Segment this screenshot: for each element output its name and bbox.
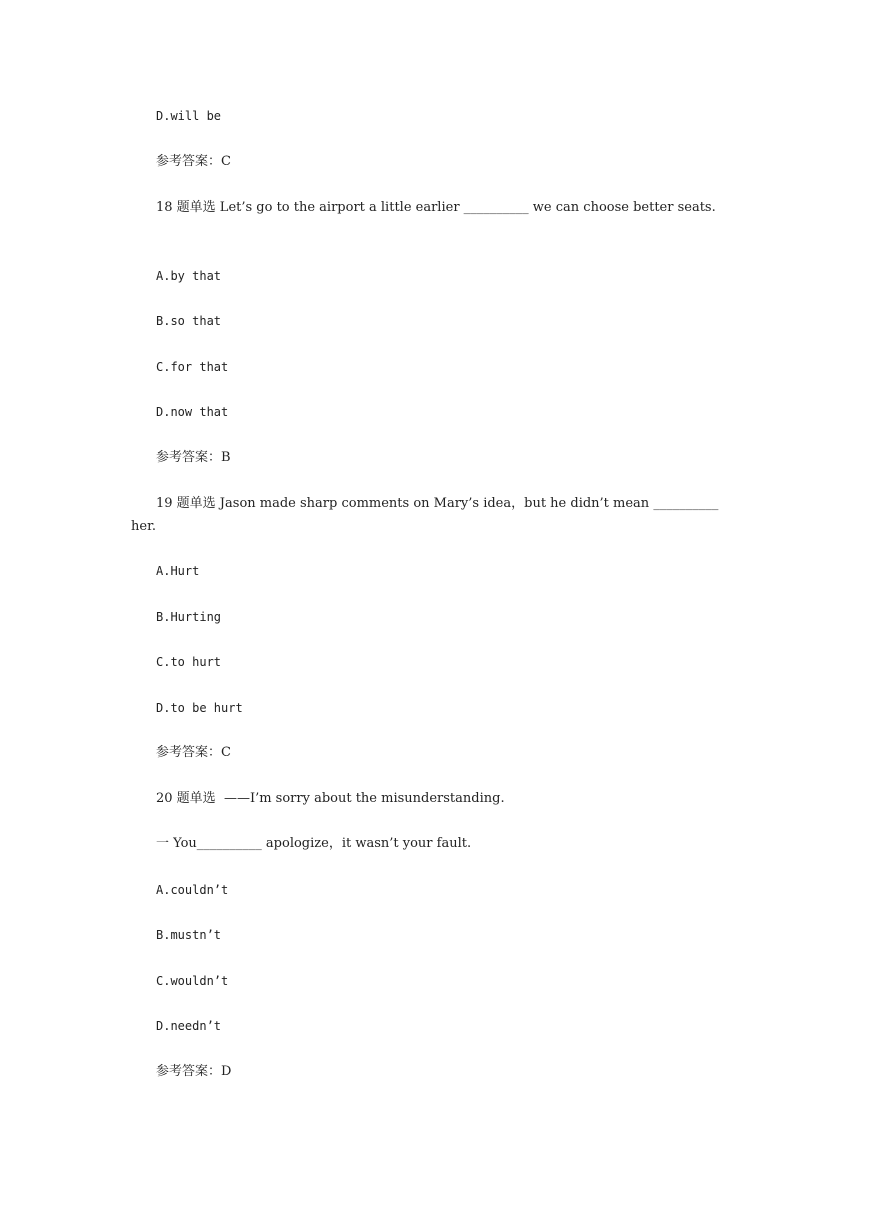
option-17-d: D.will be — [156, 109, 222, 123]
answer-20: 参考答案：D — [156, 1064, 232, 1079]
answer-18: 参考答案：B — [156, 450, 231, 465]
answer-19: 参考答案：C — [156, 745, 231, 760]
option-19-b: B.Hurting — [156, 610, 222, 624]
option-18-b: B.so that — [156, 314, 222, 328]
answer-17: 参考答案：C — [156, 154, 231, 169]
option-19-c: C.to hurt — [156, 655, 222, 669]
option-18-a: A.by that — [156, 269, 222, 283]
question-20: 20 题单选 ——I’m sorry about the misunderstanding. — [156, 791, 505, 806]
option-20-a: A.couldn’t — [156, 883, 229, 897]
option-19-a: A.Hurt — [156, 564, 200, 578]
option-18-c: C.for that — [156, 360, 229, 374]
question-20-response: 一 You__________ apologize，it wasn’t your fault. — [156, 836, 472, 851]
option-20-d: D.needn’t — [156, 1019, 222, 1033]
option-20-b: B.mustn’t — [156, 928, 222, 942]
option-19-d: D.to be hurt — [156, 701, 243, 715]
option-18-d: D.now that — [156, 405, 229, 419]
option-20-c: C.wouldn’t — [156, 974, 229, 988]
question-19: 19 题单选 Jason made sharp comments on Mary’s idea，but he didn’t mean __________ her. — [131, 496, 719, 534]
question-18: 18 题单选 Let’s go to the airport a little earlier __________ we can choose better seats. — [156, 200, 716, 215]
